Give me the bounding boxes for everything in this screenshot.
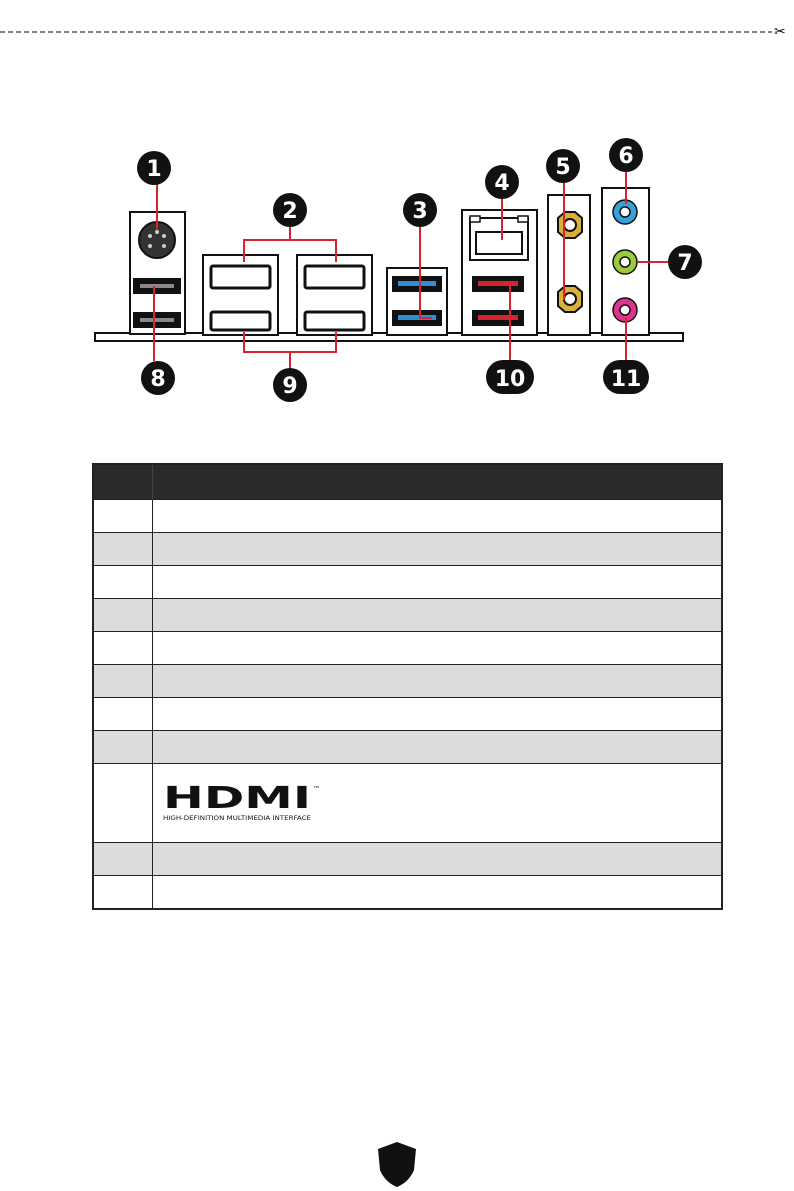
table-row xyxy=(93,665,722,698)
table-row xyxy=(93,876,722,910)
hdmi-logo xyxy=(163,783,323,823)
svg-text:11: 11 xyxy=(610,367,642,392)
svg-text:✂: ✂ xyxy=(774,24,786,40)
hdmi-port xyxy=(211,312,270,330)
callout-1 xyxy=(137,151,171,185)
callout-4 xyxy=(485,165,519,199)
svg-text:6: 6 xyxy=(618,144,634,169)
table-header-cell xyxy=(93,464,153,500)
svg-text:HDMI: HDMI xyxy=(163,783,311,816)
svg-text:9: 9 xyxy=(282,374,298,399)
callout-10 xyxy=(486,360,534,394)
lan-usb-block xyxy=(462,210,537,335)
ps2-usb-block xyxy=(130,212,185,334)
callout-3 xyxy=(403,193,437,227)
callout-8 xyxy=(141,361,175,395)
video-ports-block-left xyxy=(203,255,278,335)
svg-text:4: 4 xyxy=(494,171,510,196)
usb-blue-block xyxy=(387,268,447,335)
table-row xyxy=(93,533,722,566)
svg-text:1: 1 xyxy=(146,157,162,182)
svg-text:HIGH-DEFINITION MULTIMEDIA INT: HIGH-DEFINITION MULTIMEDIA INTERFACE xyxy=(163,815,312,822)
callout-11 xyxy=(603,360,649,394)
svg-text:3: 3 xyxy=(412,199,428,224)
cut-line xyxy=(0,0,794,40)
table-header-cell xyxy=(153,464,723,500)
table-row xyxy=(93,632,722,665)
svg-text:™: ™ xyxy=(313,785,320,793)
table-row xyxy=(93,566,722,599)
callout-6 xyxy=(609,138,643,172)
svg-text:7: 7 xyxy=(677,251,693,276)
shield-icon xyxy=(376,1140,418,1188)
callout-9 xyxy=(273,368,307,402)
table-row xyxy=(93,764,722,843)
svg-text:2: 2 xyxy=(282,199,298,224)
io-specs-table xyxy=(92,463,723,910)
svg-text:5: 5 xyxy=(555,155,571,180)
svg-text:8: 8 xyxy=(150,367,166,392)
video-ports-block-right xyxy=(297,255,372,335)
rear-io-panel-diagram xyxy=(0,130,794,410)
antenna-block xyxy=(548,195,590,335)
callout-2 xyxy=(273,193,307,227)
table-row xyxy=(93,843,722,876)
table-row xyxy=(93,599,722,632)
displayport-port xyxy=(211,266,270,288)
callout-7 xyxy=(668,245,702,279)
table-row xyxy=(93,500,722,533)
displayport-port xyxy=(305,266,364,288)
callout-5 xyxy=(546,149,580,183)
table-row xyxy=(93,731,722,764)
table-row xyxy=(93,698,722,731)
svg-text:10: 10 xyxy=(494,367,526,392)
table-header-row xyxy=(93,464,722,500)
hdmi-port xyxy=(305,312,364,330)
